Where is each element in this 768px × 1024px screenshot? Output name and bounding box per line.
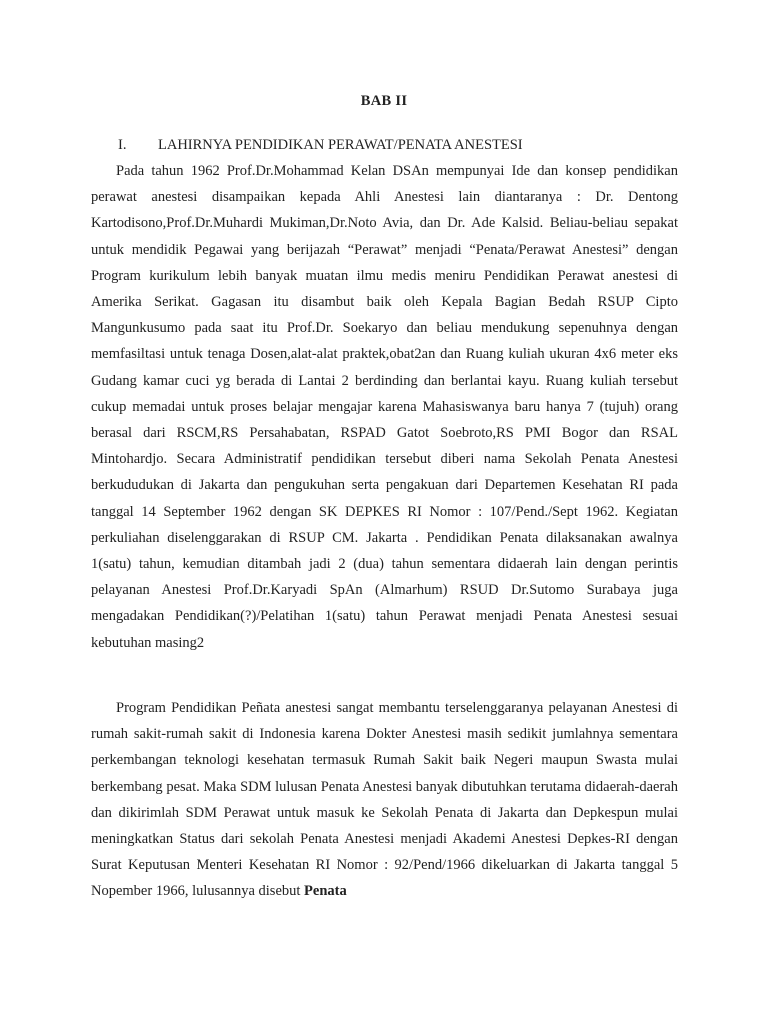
body-paragraph-2-text: Program Pendidikan Peñata anestesi sangat membantu terselenggaranya pelayanan Anestesi di rumah sakit-rumah sakit di Indonesia karena Dokter Anestesi masih sedikit jumlahnya sementara perkembangan teknologi kesehatan termasuk Rumah Sakit baik Negeri maupun Swasta mulai berkembang pesat. Maka SDM lulusan Penata Anestesi banyak dibutuhkan terutama didaerah-daerah dan dikirimlah SDM Perawat untuk masuk ke Sekolah Penata di Jakarta dan Depkespun mulai meningkatkan Status dari sekolah Penata Anestesi menjadi Akademi Anestesi Depkes-RI dengan Surat Keputusan Menteri Kesehatan RI Nomor : 92/Pend/1966 dikeluarkan di Jakarta tanggal 5 Nopember 1966, lulusannya disebut [91,700,678,900]
section-heading [118,137,523,154]
chapter-title: BAB II [360,93,408,109]
body-paragraph-1: Pada tahun 1962 Prof.Dr.Mohammad Kelan DSAn mempunyai Ide dan konsep pendidikan perawat anestesi disampaikan kepada Ahli Anestesi lain diantaranya : Dr. Dentong Kartodisono,Prof.Dr.Muhardi Mukiman,Dr.Noto Avia, dan Dr. Ade Kalsid. Beliau-beliau sepakat untuk mendidik Pegawai yang berijazah “Perawat” menjadi “Penata/Perawat Anestesi” dengan Program kurikulum lebih banyak muatan ilmu medis meniru Pendidikan Perawat anestesi di Amerika Serikat. Gagasan itu disambut baik oleh Kepala Bagian Bedah RSUP Cipto Mangunkusumo pada saat itu Prof.Dr. Soekaryo dan beliau mendukung sepenuhnya dengan memfasiltasi untuk tenaga Dosen,alat-alat praktek,obat2an dan Ruang kuliah ukuran 4x6 meter eks Gudang kamar cuci yg berada di Lantai 2 berdinding dan berlantai kayu. Ruang kuliah tersebut cukup memadai untuk proses belajar mengajar karena Mahasiswanya baru hanya 7 (tujuh) orang berasal dari RSCM,RS Persahabatan, RSPAD Gatot Soebroto,RS PMI Bogor dan RSAL Mintohardjo. Secara Administratif pendidikan tersebut diberi nama Sekolah Penata Anestesi berkududukan di Jakarta dan pengukuhan serta pengakuan dari Departemen Kesehatan RI pada tanggal 14 September 1962 dengan SK DEPKES RI Nomor : 107/Pend./Sept 1962. Kegiatan perkuliahan diselenggarakan di RSUP CM. Jakarta . Pendidikan Penata dilaksanakan awalnya 1(satu) tahun, kemudian ditambah jadi 2 (dua) tahun sementara didaerah lain dengan perintis pelayanan Anestesi Prof.Dr.Karyadi SpAn (Almarhum) RSUD Dr.Sutomo Surabaya juga mengadakan Pendidikan(?)/Pelatihan 1(satu) tahun Perawat menjadi Penata Anestesi sesuai kebutuhan masing2 [91,163,678,651]
section-number: I. [118,137,127,153]
section-title: LAHIRNYA PENDIDIKAN PERAWAT/PENATA ANESTESI [158,137,523,153]
body-paragraph-2-bold-tail: Penata [304,883,347,900]
body-paragraph-2 [91,695,678,905]
